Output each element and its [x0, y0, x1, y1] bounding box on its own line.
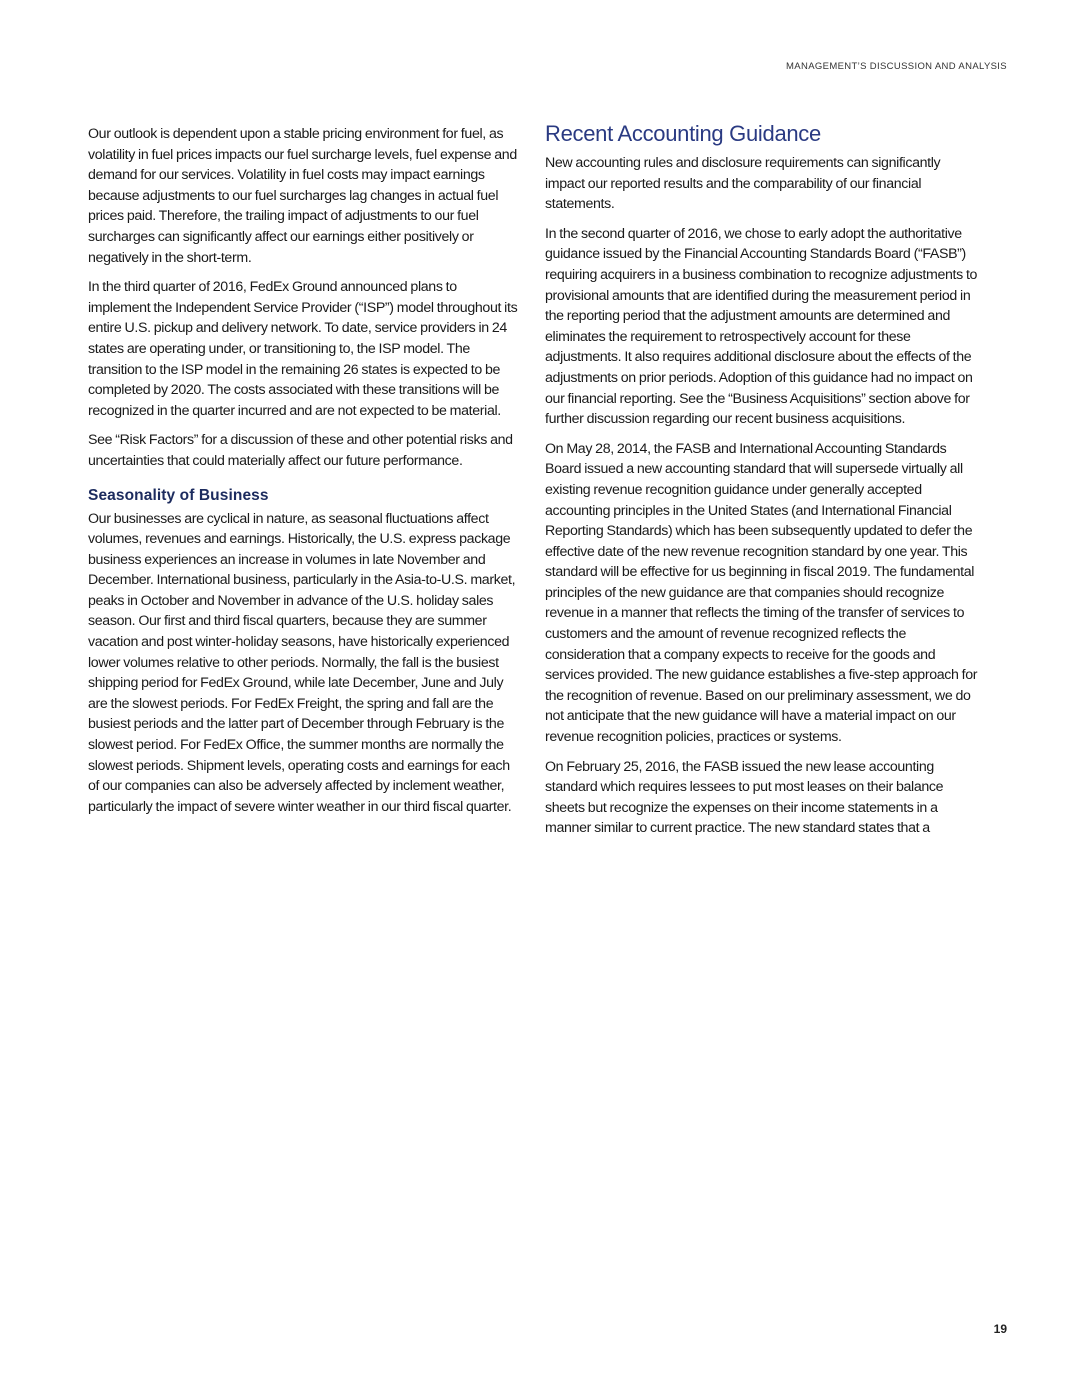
left-column	[88, 124, 521, 826]
page-number: 19	[993, 1322, 1007, 1336]
running-header: MANAGEMENT’S DISCUSSION AND ANALYSIS	[786, 61, 1007, 72]
isp-model-paragraph: In the third quarter of 2016, FedEx Ground announced plans to implement the Independent Service Provider (“ISP”) model throughout its entire U.S. pickup and delivery network. To date, service providers in 24 states are operating under, or transitioning to, the ISP model. The transition to the ISP model in the remaining 26 states is expected to be completed by 2020. The costs associated with these transitions will be recognized in the quarter incurred and are not expected to be material.	[88, 279, 518, 419]
risk-factors-paragraph: See “Risk Factors” for a discussion of these and other potential risks and uncertainties that could materially affect our future performance.	[88, 432, 513, 469]
right-column	[545, 120, 981, 848]
seasonality-heading: Seasonality of Business	[88, 486, 269, 504]
seasonality-paragraph: Our businesses are cyclical in nature, as seasonal fluctuations affect volumes, revenues and earnings. Historically, the U.S. express package business experiences an increase in volumes in late November and December. International business, particularly in the Asia-to-U.S. market, peaks in October and November in advance of the U.S. holiday sales season. Our first and third fiscal quarters, because they are summer vacation and post winter-holiday seasons, have historically experienced lower volumes relative to other periods. Normally, the fall is the busiest shipping period for FedEx Ground, while late December, June and July are the slowest periods. For FedEx Freight, the spring and fall are the busiest periods and the latter part of December through February is the slowest period. For FedEx Office, the summer months are normally the slowest periods. Shipment levels, operating costs and earnings for each of our companies can also be adversely affected by inclement weather, particularly the impact of severe winter weather in our third fiscal quarter.	[88, 510, 516, 815]
business-combination-paragraph: In the second quarter of 2016, we chose to early adopt the authoritative guidance issued by the Financial Accounting Standards Board (“FASB”) requiring acquirers in a business combination to recognize adjustments to provisional amounts that are identified during the measurement period in the reporting period that the adjustment amounts are determined and eliminates the requirement to retrospectively account for these adjustments. It also requires additional disclosure about the effects of the adjustments on prior periods. Adoption of this guidance had no impact on our financial reporting. See the “Business Acquisitions” section above for further discussion regarding our recent business acquisitions.	[545, 225, 978, 428]
lease-accounting-paragraph: On February 25, 2016, the FASB issued the new lease accounting standard which requires lessees to put most leases on their balance sheets but recognize the expenses on their income statements in a manner similar to current practice. The new standard states that a	[545, 758, 944, 837]
revenue-recognition-paragraph: On May 28, 2014, the FASB and International Accounting Standards Board issued a new accounting standard that will supersede virtually all existing revenue recognition guidance under generally accepted accounting principles in the United States (and International Financial Reporting Standards) which has been subsequently updated to defer the effective date of the new revenue recognition standard by one year. This standard will be effective for us beginning in fiscal 2019. The fundamental principles of the new guidance are that companies should recognize revenue in a manner that reflects the timing of the transfer of services to customers and the amount of revenue recognized reflects the consideration that a company expects to receive for the goods and services provided. The new guidance establishes a five-step approach for the recognition of revenue. Based on our preliminary assessment, we do not anticipate that the new guidance will have a material impact on our revenue recognition policies, practices or systems.	[545, 440, 978, 746]
intro-paragraph: New accounting rules and disclosure requirements can significantly impact our reported results and the comparability of our financial statements.	[545, 155, 941, 213]
fuel-outlook-paragraph: Our outlook is dependent upon a stable pricing environment for fuel, as volatility in fuel prices impacts our fuel surcharge levels, fuel expense and demand for our services. Volatility in fuel costs may impact earnings because adjustments to our fuel surcharges lag changes in actual fuel prices paid. Therefore, the trailing impact of adjustments to our fuel surcharges can significantly affect our earnings either positively or negatively in the short-term.	[88, 126, 517, 266]
section-title: Recent Accounting Guidance	[545, 121, 821, 146]
